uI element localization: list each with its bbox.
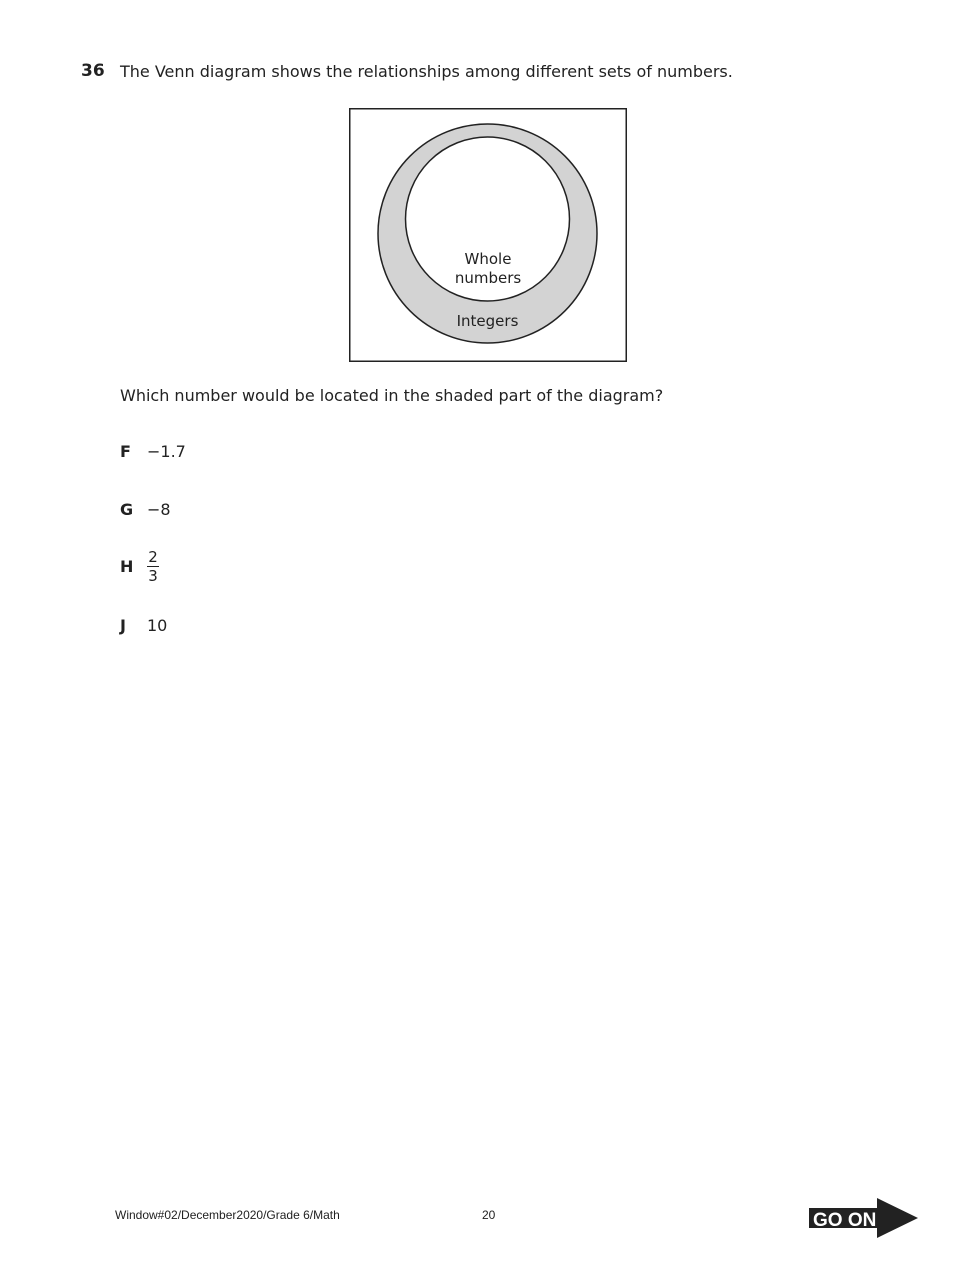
choice-letter: J <box>120 615 126 635</box>
choice-value: −8 <box>147 499 171 519</box>
go-on-arrow-icon <box>809 1198 919 1238</box>
fraction-numerator: 2 <box>148 547 158 566</box>
integers-label: Integers <box>456 312 519 330</box>
answer-choice-g[interactable] <box>120 489 171 529</box>
venn-diagram <box>349 108 627 362</box>
choice-value: 10 <box>147 615 168 635</box>
choice-letter: G <box>120 499 134 519</box>
footer-page-number: 20 <box>482 1208 496 1222</box>
question-number: 36 <box>81 61 105 81</box>
whole-numbers-label-line1: Whole <box>464 250 512 268</box>
whole-numbers-label-line2: numbers <box>454 269 522 287</box>
question-prompt: Which number would be located in the shaded part of the diagram? <box>120 386 664 405</box>
answer-choice-h[interactable] <box>120 546 159 586</box>
choice-letter: F <box>120 441 131 461</box>
answer-choice-f[interactable] <box>120 431 186 471</box>
footer-source: Window#02/December2020/Grade 6/Math <box>115 1208 340 1222</box>
fraction <box>147 548 159 585</box>
answer-choice-j[interactable] <box>120 605 167 645</box>
choice-letter: H <box>120 556 134 576</box>
choice-value: −1.7 <box>147 441 186 461</box>
fraction-denominator: 3 <box>148 566 158 585</box>
go-on-label: GO ON <box>813 1210 877 1231</box>
question-stem: The Venn diagram shows the relationships among different sets of numbers. <box>120 62 733 81</box>
